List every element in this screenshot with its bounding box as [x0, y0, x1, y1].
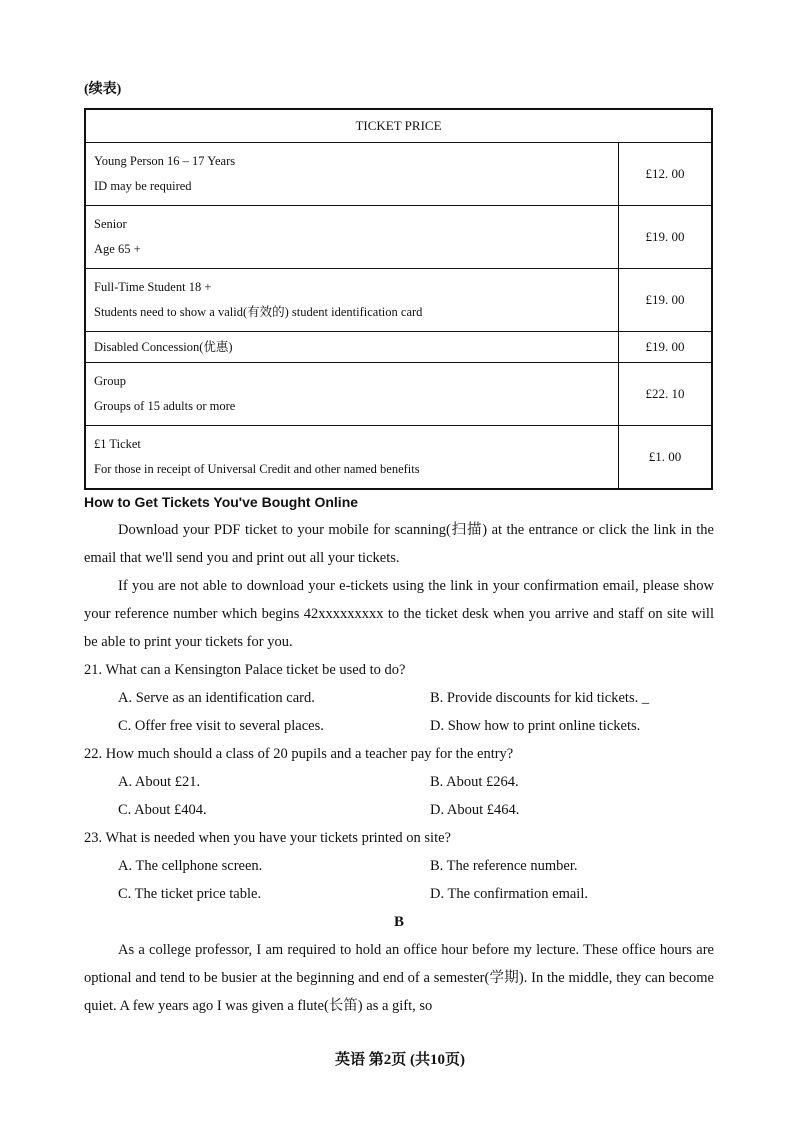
- option-b: B. Provide discounts for kid tickets. _: [430, 690, 650, 706]
- table-row: [85, 143, 712, 206]
- table-header-row: [85, 109, 712, 143]
- row-label: [85, 426, 619, 490]
- question: [84, 740, 714, 824]
- paragraph: Download your PDF ticket to your mobile for scanning(扫描) at the entrance or click the link in the email that we'll send you and print out all your tickets.: [84, 522, 714, 566]
- continued-label: (续表): [84, 82, 122, 97]
- row-price: £1. 00: [619, 426, 713, 490]
- question-options: [84, 684, 714, 740]
- option-c: C. Offer free visit to several places.: [118, 718, 324, 734]
- question-stem: 23. What is needed when you have your tickets printed on site?: [84, 830, 451, 846]
- row-price: £12. 00: [619, 143, 713, 206]
- row-title: £1 Ticket: [94, 437, 141, 451]
- row-price: £19. 00: [619, 206, 713, 269]
- option-b: B. About £264.: [430, 774, 519, 790]
- row-label: [85, 332, 619, 363]
- table-row: [85, 206, 712, 269]
- row-price: £22. 10: [619, 363, 713, 426]
- row-note: For those in receipt of Universal Credit and other named benefits: [94, 462, 420, 476]
- row-note: ID may be required: [94, 179, 192, 193]
- option-a: A. About £21.: [118, 774, 201, 790]
- row-title: Young Person 16 – 17 Years: [94, 154, 236, 168]
- paragraph: As a college professor, I am required to hold an office hour before my lecture. These office hours are optional and tend to be busier at the beginning and end of a semester(学期). In the middle, they can become quiet. A few years ago I was given a flute(长笛) as a gift, so: [84, 942, 714, 1014]
- question-stem: 21. What can a Kensington Palace ticket be used to do?: [84, 662, 406, 678]
- row-price: £19. 00: [619, 269, 713, 332]
- option-d: D. Show how to print online tickets.: [430, 718, 641, 734]
- row-title: Senior: [94, 217, 127, 231]
- row-note: Students need to show a valid(有效的) student identification card: [94, 305, 423, 319]
- table-row: [85, 426, 712, 490]
- ticket-price-table: [84, 108, 713, 490]
- question: [84, 824, 714, 908]
- row-label: [85, 269, 619, 332]
- section-b-heading: B: [393, 914, 404, 930]
- option-b: B. The reference number.: [430, 858, 578, 874]
- question-stem: 22. How much should a class of 20 pupils and a teacher pay for the entry?: [84, 746, 514, 762]
- row-label: [85, 363, 619, 426]
- row-title: Group: [94, 374, 126, 388]
- paragraph: If you are not able to download your e-tickets using the link in your confirmation email, please show your reference number which begins 42xxxxxxxxx to the ticket desk when you arrive and staff on site will be able to print your tickets for you.: [84, 578, 714, 650]
- row-label: [85, 206, 619, 269]
- option-c: C. About £404.: [118, 802, 207, 818]
- table-header: TICKET PRICE: [85, 109, 712, 143]
- question: [84, 656, 714, 740]
- question-options: [84, 852, 714, 908]
- option-d: D. About £464.: [430, 802, 520, 818]
- row-label: [85, 143, 619, 206]
- option-a: A. Serve as an identification card.: [118, 690, 315, 706]
- row-note: Groups of 15 adults or more: [94, 399, 236, 413]
- question-options: [84, 768, 714, 824]
- table-row: [85, 363, 712, 426]
- row-title: Disabled Concession(优惠): [94, 340, 233, 354]
- row-price: £19. 00: [619, 332, 713, 363]
- page-footer: 英语 第2页 (共10页): [335, 1052, 465, 1068]
- row-title: Full-Time Student 18 +: [94, 280, 212, 294]
- reading-passage: [84, 488, 714, 1020]
- option-a: A. The cellphone screen.: [118, 858, 263, 874]
- table-row: [85, 269, 712, 332]
- option-d: D. The confirmation email.: [430, 886, 588, 902]
- option-c: C. The ticket price table.: [118, 886, 262, 902]
- row-note: Age 65 +: [94, 242, 141, 256]
- table-row: [85, 332, 712, 363]
- section-heading: How to Get Tickets You've Bought Online: [84, 494, 359, 510]
